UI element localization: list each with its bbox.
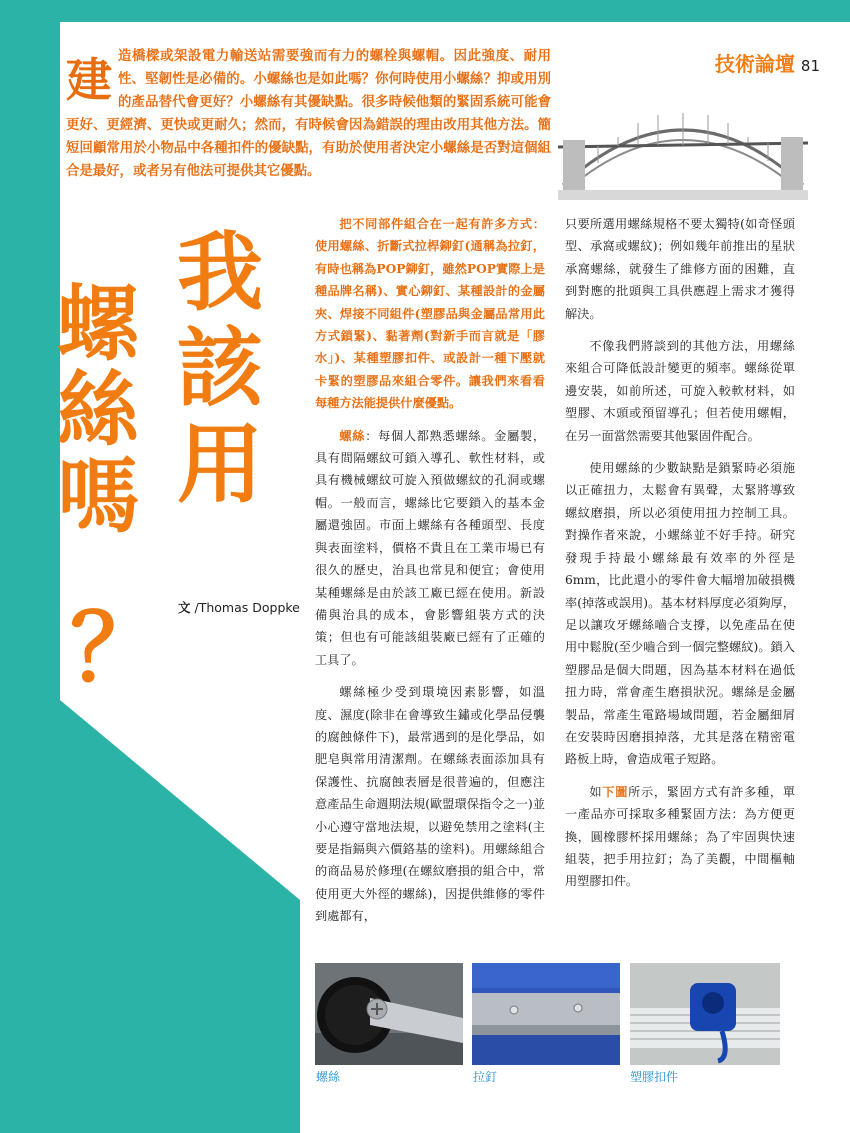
paragraph-text: 所示，緊固方式有許多種，單一產品亦可採取多種緊固方法：為方便更換，圓橡膠杯採用螺絲；為了牢固與快速組裝，把手用拉釘；為了美觀，中間樞軸用塑膠扣件。 — [565, 784, 796, 889]
paragraph: 螺絲極少受到環境因素影響，如溫度、濕度(除非在會導致生鏽或化學品侵襲的腐蝕條件下)，最常遇到的是化學品，如肥皂與常用清潔劑。在螺絲表面添加具有保護性、抗腐蝕表層是很普遍的，但應注意產品生命週期法規(歐盟環保指令之一)並小心遵守當地法規，以避免禁用之塗料(主要是指鎘與六價鉻基的塗料)。用螺絲組合的商品易於修理(在螺紋磨損的組合中，常使用更大外徑的螺絲)，因提供維修的零件到處都有， — [315, 685, 545, 924]
keyword-screw: 螺絲 — [339, 428, 366, 443]
caption-plastic-fastener: 塑膠扣件 — [630, 1070, 679, 1084]
article-column-2 — [565, 213, 795, 903]
caption-screw: 螺絲 — [316, 1070, 341, 1084]
teal-left-band — [0, 0, 60, 700]
plastic-fastener-photo — [630, 963, 780, 1065]
keyword-figure: 下圖 — [602, 784, 629, 799]
paragraph: 使用螺絲的少數缺點是鎖緊時必須施以正確扭力，太鬆會有異聲，太緊將導致螺紋磨損，所以必須使用扭力控制工具。對操作者來說，小螺絲並不好手持。研究發現手持最小螺絲最有效率的外徑是6mm，比此還小的零件會大幅增加破損機率(掉落或誤用)。基本材料厚度必須夠厚，足以讓攻牙螺絲嚙合支撐，以免產品在使用中鬆脫(至少嚙合到一個完整螺紋)。鎖入塑膠品是個大問題，因為基本材料在過低扭力時，常會產生磨損狀況。螺絲是金屬製品，常產生電路場域問題，若金屬細屑在安裝時因磨損掉落，尤其是落在精密電路板上時，會造成電子短路。 — [565, 461, 795, 767]
screw-photo — [315, 963, 463, 1065]
lead-paragraph: 把不同部件組合在一起有許多方式：使用螺絲、折斷式拉桿鉚釘(通稱為拉釘，有時也稱為POP鉚釘，雖然POP實際上是種品牌名稱)、實心鉚釘、某種設計的金屬夾、焊接不同組件(塑膠品與金屬品常用此方式鎖緊)、黏著劑(對新手而言就是「膠水」)、某種塑膠扣件、或設計一種下壓就卡緊的塑膠品來組合零件。讓我們來看看每種方法能提供什麼優點。 — [315, 217, 545, 411]
bridge-illustration — [558, 85, 808, 200]
byline — [178, 598, 300, 616]
intro-paragraph — [66, 45, 551, 183]
column-title: 技術論壇 — [714, 52, 795, 76]
rivet-photo — [472, 963, 620, 1065]
title-line-right: 我該用 — [177, 223, 263, 515]
title-question-mark: ？ — [70, 595, 163, 702]
byline-author: /Thomas Doppke — [194, 600, 300, 615]
article-column-1 — [315, 213, 545, 938]
paragraph-text: ：每個人都熟悉螺絲。金屬製，具有間隔螺紋可鎖入導孔、軟性材料，或具有機械螺紋可旋入預做螺紋的孔洞或螺帽。一般而言，螺絲比它要鎖入的基本金屬還強固。市面上螺絲有各種頭型、長度與表面塗料，價格不貴且在工業市場已有很久的歷史，治具也常見和便宜；會使用某種螺絲是由於該工廠已經在使用。新設備與治具的成本，會影響組裝方式的決策；但也有可能該組裝廠已經有了正確的工具了。 — [315, 428, 546, 667]
paragraph — [565, 781, 795, 893]
paragraph — [315, 425, 545, 671]
teal-top-band — [0, 0, 850, 22]
byline-prefix: 文 — [178, 600, 191, 615]
paragraph-text: 如 — [589, 784, 603, 799]
paragraph: 不像我們將談到的其他方法，用螺絲來組合可降低設計變更的頻率。螺絲從單邊安裝，如前所述，可旋入較軟材料，如塑膠、木頭或預留導孔；但若使用螺帽，在另一面當然需要其他緊固件配合。 — [565, 339, 795, 443]
page-header — [715, 48, 820, 77]
dropcap: 建 — [66, 53, 112, 107]
paragraph: 只要所選用螺絲規格不要太獨特(如奇怪頭型、承窩或螺紋)；例如幾年前推出的星狀承窩螺絲，就發生了維修方面的困難，直到對應的批頭與工具供應趕上需求才獲得解決。 — [565, 217, 795, 321]
title-line-left: 螺絲嗎 — [57, 277, 140, 544]
intro-text: 造橋樑或架設電力輸送站需要強而有力的螺栓與螺帽。因此強度、耐用性、堅韌性是必備的。小螺絲也是如此嗎？你何時使用小螺絲？抑或用別的產品替代會更好？小螺絲有其優缺點。很多時候他類的緊固系統可能會更好、更經濟、更快或更耐久；然而，有時候會因為錯誤的理由改用其他方法。簡短回顧常用於小物品中各種扣件的優缺點，有助於使用者決定小螺絲是否對這個組合是最好，或者另有他法可提供其它優點。 — [66, 48, 551, 179]
caption-rivet: 拉釘 — [473, 1070, 498, 1084]
page-number: 81 — [800, 57, 820, 75]
